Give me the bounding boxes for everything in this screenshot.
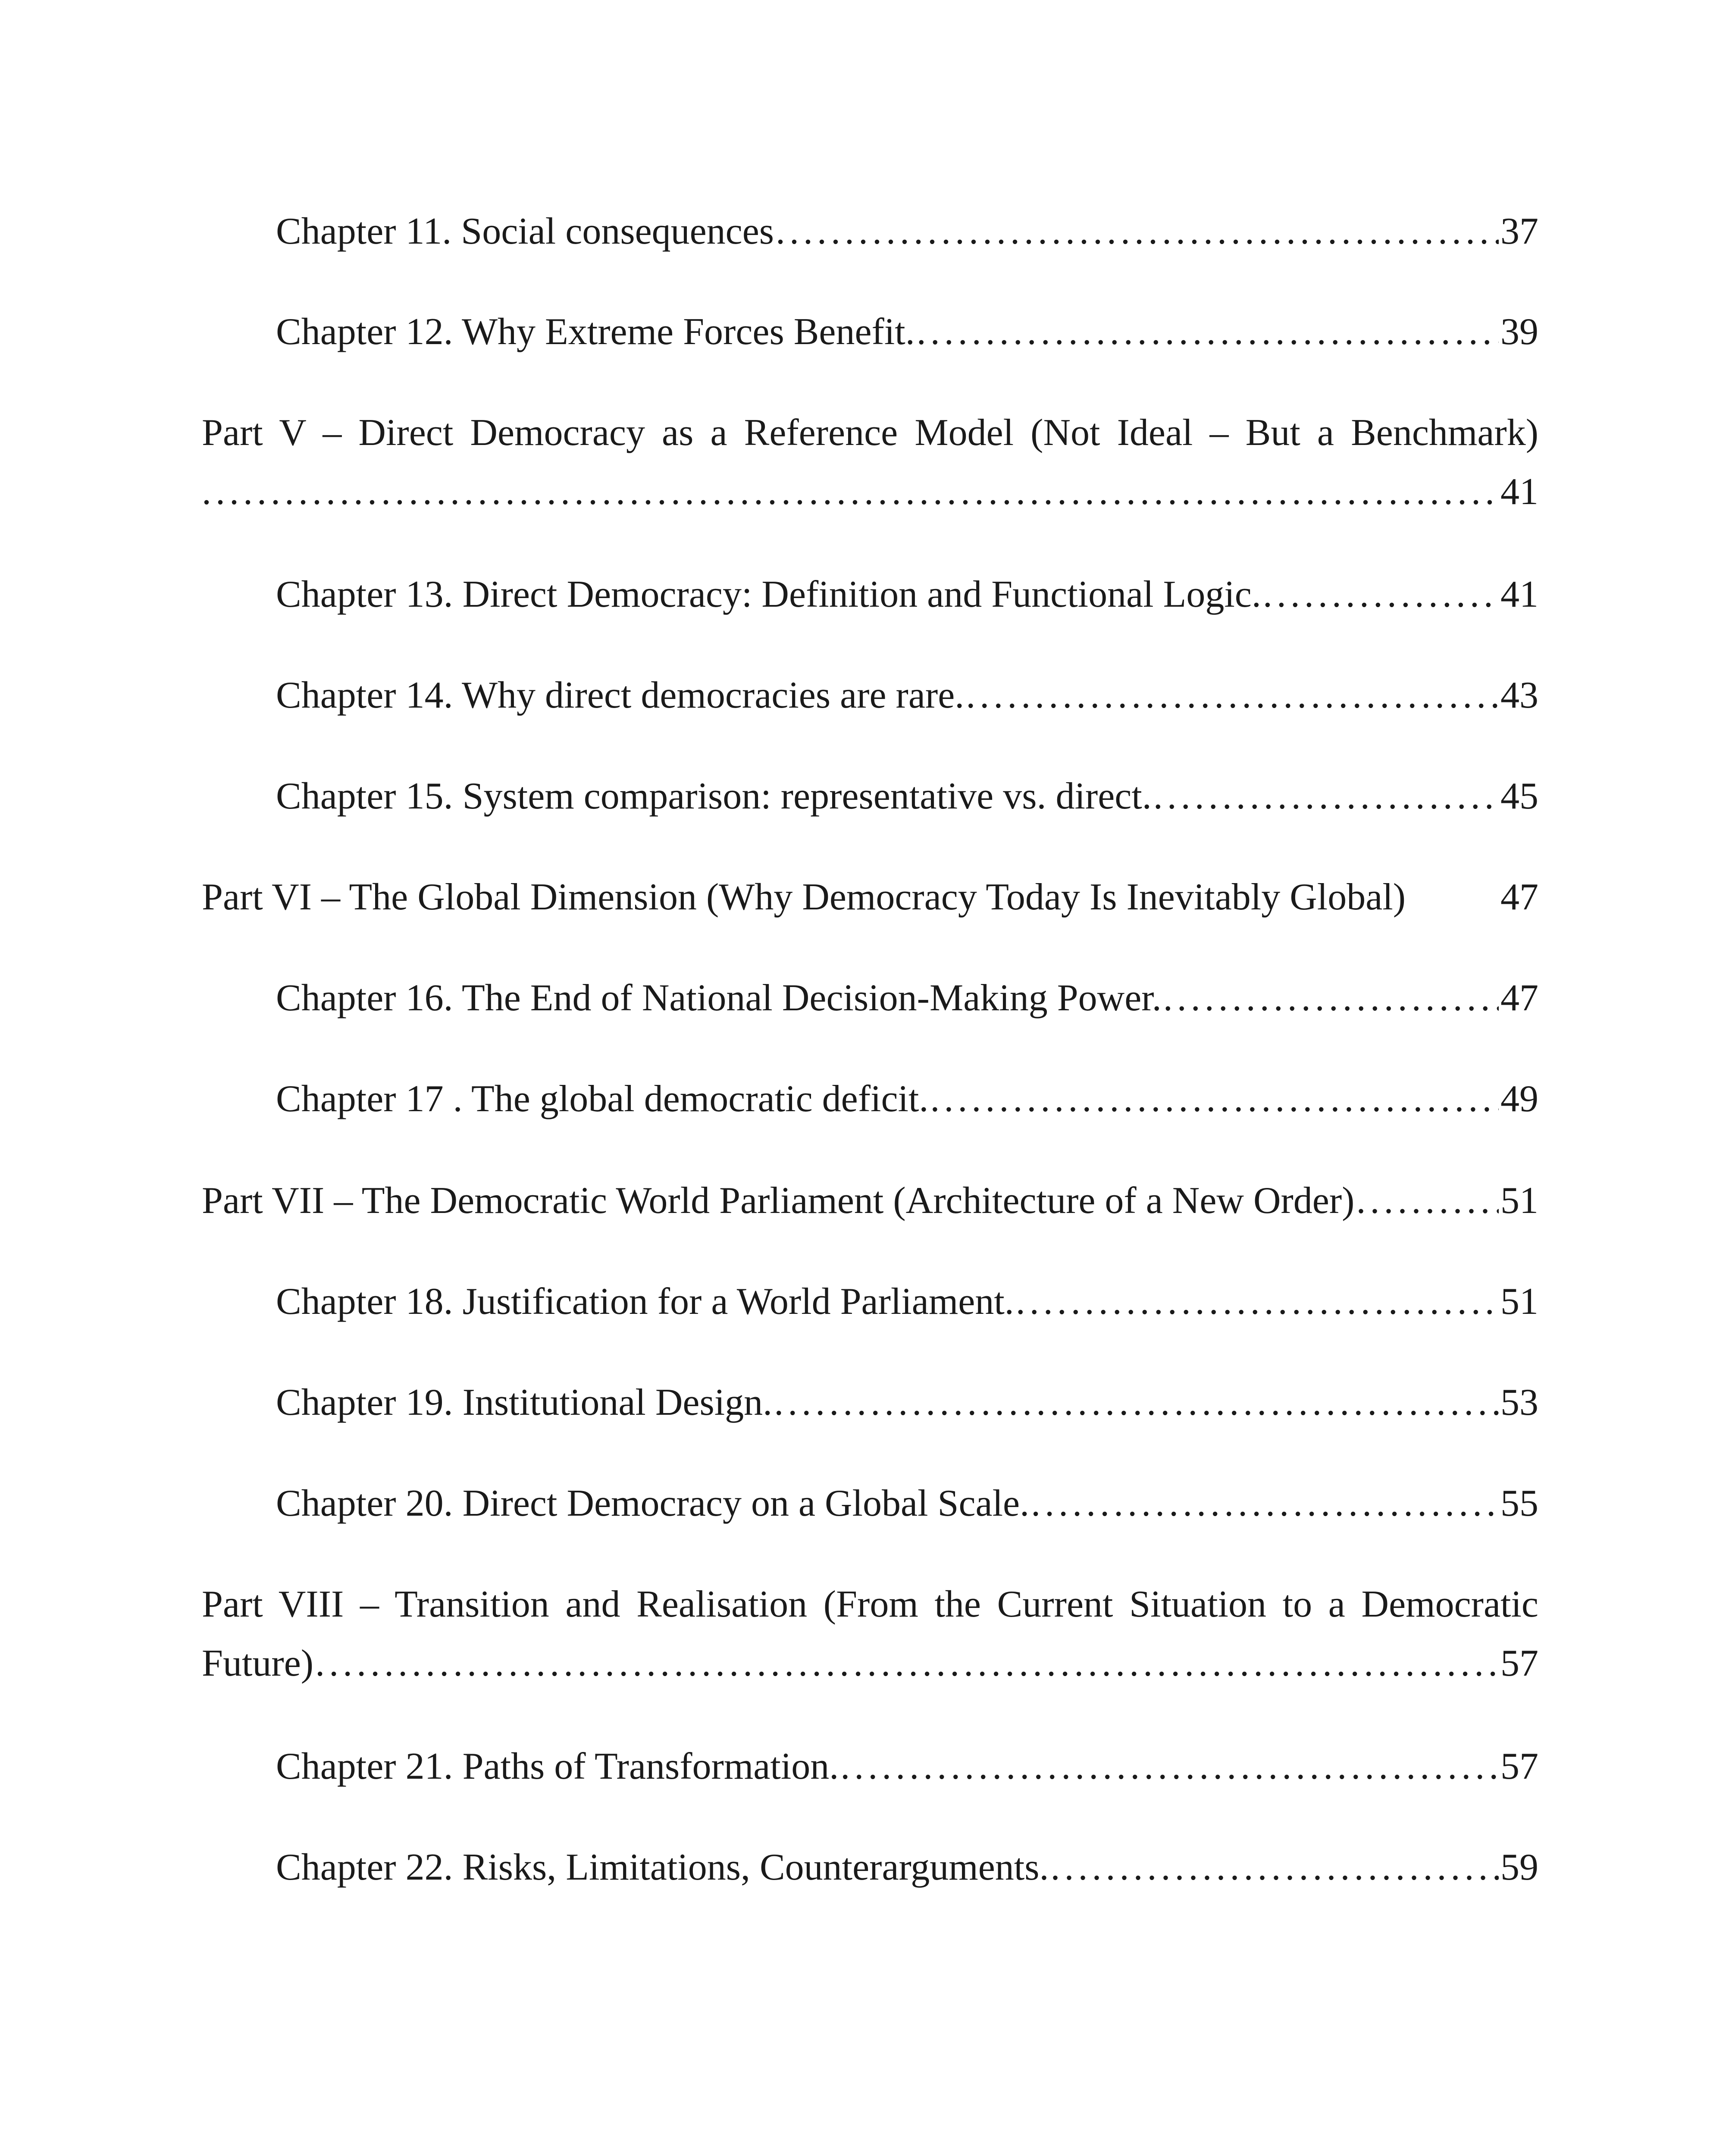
dot-leader xyxy=(917,302,1499,361)
toc-page-number: 57 xyxy=(1500,1642,1538,1684)
toc-entry-title: Part V – Direct Democracy as a Reference Model (Not Ideal – But a Benchmark) xyxy=(202,412,1538,454)
toc-entry-chapter-21[interactable] xyxy=(276,1737,1538,1796)
toc-entry-title: Chapter 12. Why Extreme Forces Benefit. xyxy=(276,311,915,353)
toc-entry-chapter-20[interactable] xyxy=(276,1474,1538,1533)
toc-page-number: 39 xyxy=(1500,311,1538,353)
dot-leader xyxy=(840,1737,1499,1796)
toc-entry-title: Chapter 21. Paths of Transformation. xyxy=(276,1745,839,1787)
toc-page-number: 51 xyxy=(1500,1180,1538,1222)
toc-entry-chapter-22[interactable] xyxy=(276,1838,1538,1897)
toc-entry-chapter-11[interactable] xyxy=(276,202,1538,261)
toc-page-number: 43 xyxy=(1500,674,1538,716)
toc-entry-chapter-12[interactable] xyxy=(276,302,1538,361)
toc-entry-part-7[interactable] xyxy=(202,1171,1538,1230)
dot-leader xyxy=(315,1634,1499,1693)
dot-leader xyxy=(202,462,1499,521)
toc-page-number: 51 xyxy=(1500,1281,1538,1322)
toc-page-number: 37 xyxy=(1500,210,1538,252)
dot-leader xyxy=(930,1069,1499,1128)
toc-entry-title: Chapter 11. Social consequences xyxy=(276,210,774,252)
toc-entry-chapter-16[interactable] xyxy=(276,968,1538,1028)
toc-entry-title: Chapter 18. Justification for a World Parliament. xyxy=(276,1281,1014,1322)
toc-entry-title: Chapter 14. Why direct democracies are rare. xyxy=(276,674,965,716)
toc-entry-title: Chapter 20. Direct Democracy on a Global Scale. xyxy=(276,1482,1030,1524)
toc-page-number: 55 xyxy=(1500,1482,1538,1524)
toc-entry-part-6[interactable] xyxy=(202,868,1538,927)
toc-entry-title: Chapter 13. Direct Democracy: Definition and Functional Logic. xyxy=(276,573,1261,615)
dot-leader xyxy=(1050,1838,1499,1897)
toc-page-number: 47 xyxy=(1500,977,1538,1019)
toc-entry-title: Chapter 22. Risks, Limitations, Counterarguments. xyxy=(276,1846,1049,1888)
dot-leader xyxy=(1163,968,1499,1028)
toc-entry-chapter-17[interactable] xyxy=(276,1069,1538,1128)
toc-entry-title-line-1: Part VIII – Transition and Realisation (From the Current Situation to a Democratic xyxy=(202,1583,1538,1625)
toc-entry-title: Chapter 15. System comparison: representative vs. direct. xyxy=(276,775,1152,817)
dot-leader xyxy=(1356,1171,1499,1230)
toc-page-number: 59 xyxy=(1500,1846,1538,1888)
toc-page-number: 47 xyxy=(1500,876,1538,918)
toc-page-number: 53 xyxy=(1500,1382,1538,1423)
dot-leader xyxy=(1153,767,1499,826)
dot-leader xyxy=(1263,565,1499,624)
toc-entry-title: Chapter 19. Institutional Design. xyxy=(276,1382,773,1423)
dot-leader xyxy=(776,202,1499,261)
toc-entry-part-5[interactable] xyxy=(202,403,1538,521)
dot-leader xyxy=(966,666,1499,725)
toc-entry-title: Chapter 16. The End of National Decision-Making Power. xyxy=(276,977,1162,1019)
toc-page-number: 49 xyxy=(1500,1078,1538,1120)
toc-page-number: 41 xyxy=(1500,573,1538,615)
toc-entry-chapter-13[interactable] xyxy=(276,565,1538,624)
toc-entry-chapter-18[interactable] xyxy=(276,1272,1538,1331)
toc-entry-chapter-15[interactable] xyxy=(276,767,1538,826)
toc-entry-title-line-2: Future) xyxy=(202,1642,314,1684)
toc-entry-title: Part VI – The Global Dimension (Why Democracy Today Is Inevitably Global) xyxy=(202,876,1406,918)
toc-page-number: 41 xyxy=(1500,471,1538,513)
toc-entry-part-8[interactable] xyxy=(202,1575,1538,1693)
toc-page-number: 57 xyxy=(1500,1745,1538,1787)
dot-leader xyxy=(1031,1474,1499,1533)
toc-entry-chapter-14[interactable] xyxy=(276,666,1538,725)
dot-leader xyxy=(774,1373,1499,1432)
toc-entry-chapter-19[interactable] xyxy=(276,1373,1538,1432)
toc-entry-title: Chapter 17 . The global democratic deficit. xyxy=(276,1078,929,1120)
toc-page-number: 45 xyxy=(1500,775,1538,817)
dot-leader xyxy=(1016,1272,1499,1331)
toc-entry-title: Part VII – The Democratic World Parliament (Architecture of a New Order) xyxy=(202,1180,1355,1222)
